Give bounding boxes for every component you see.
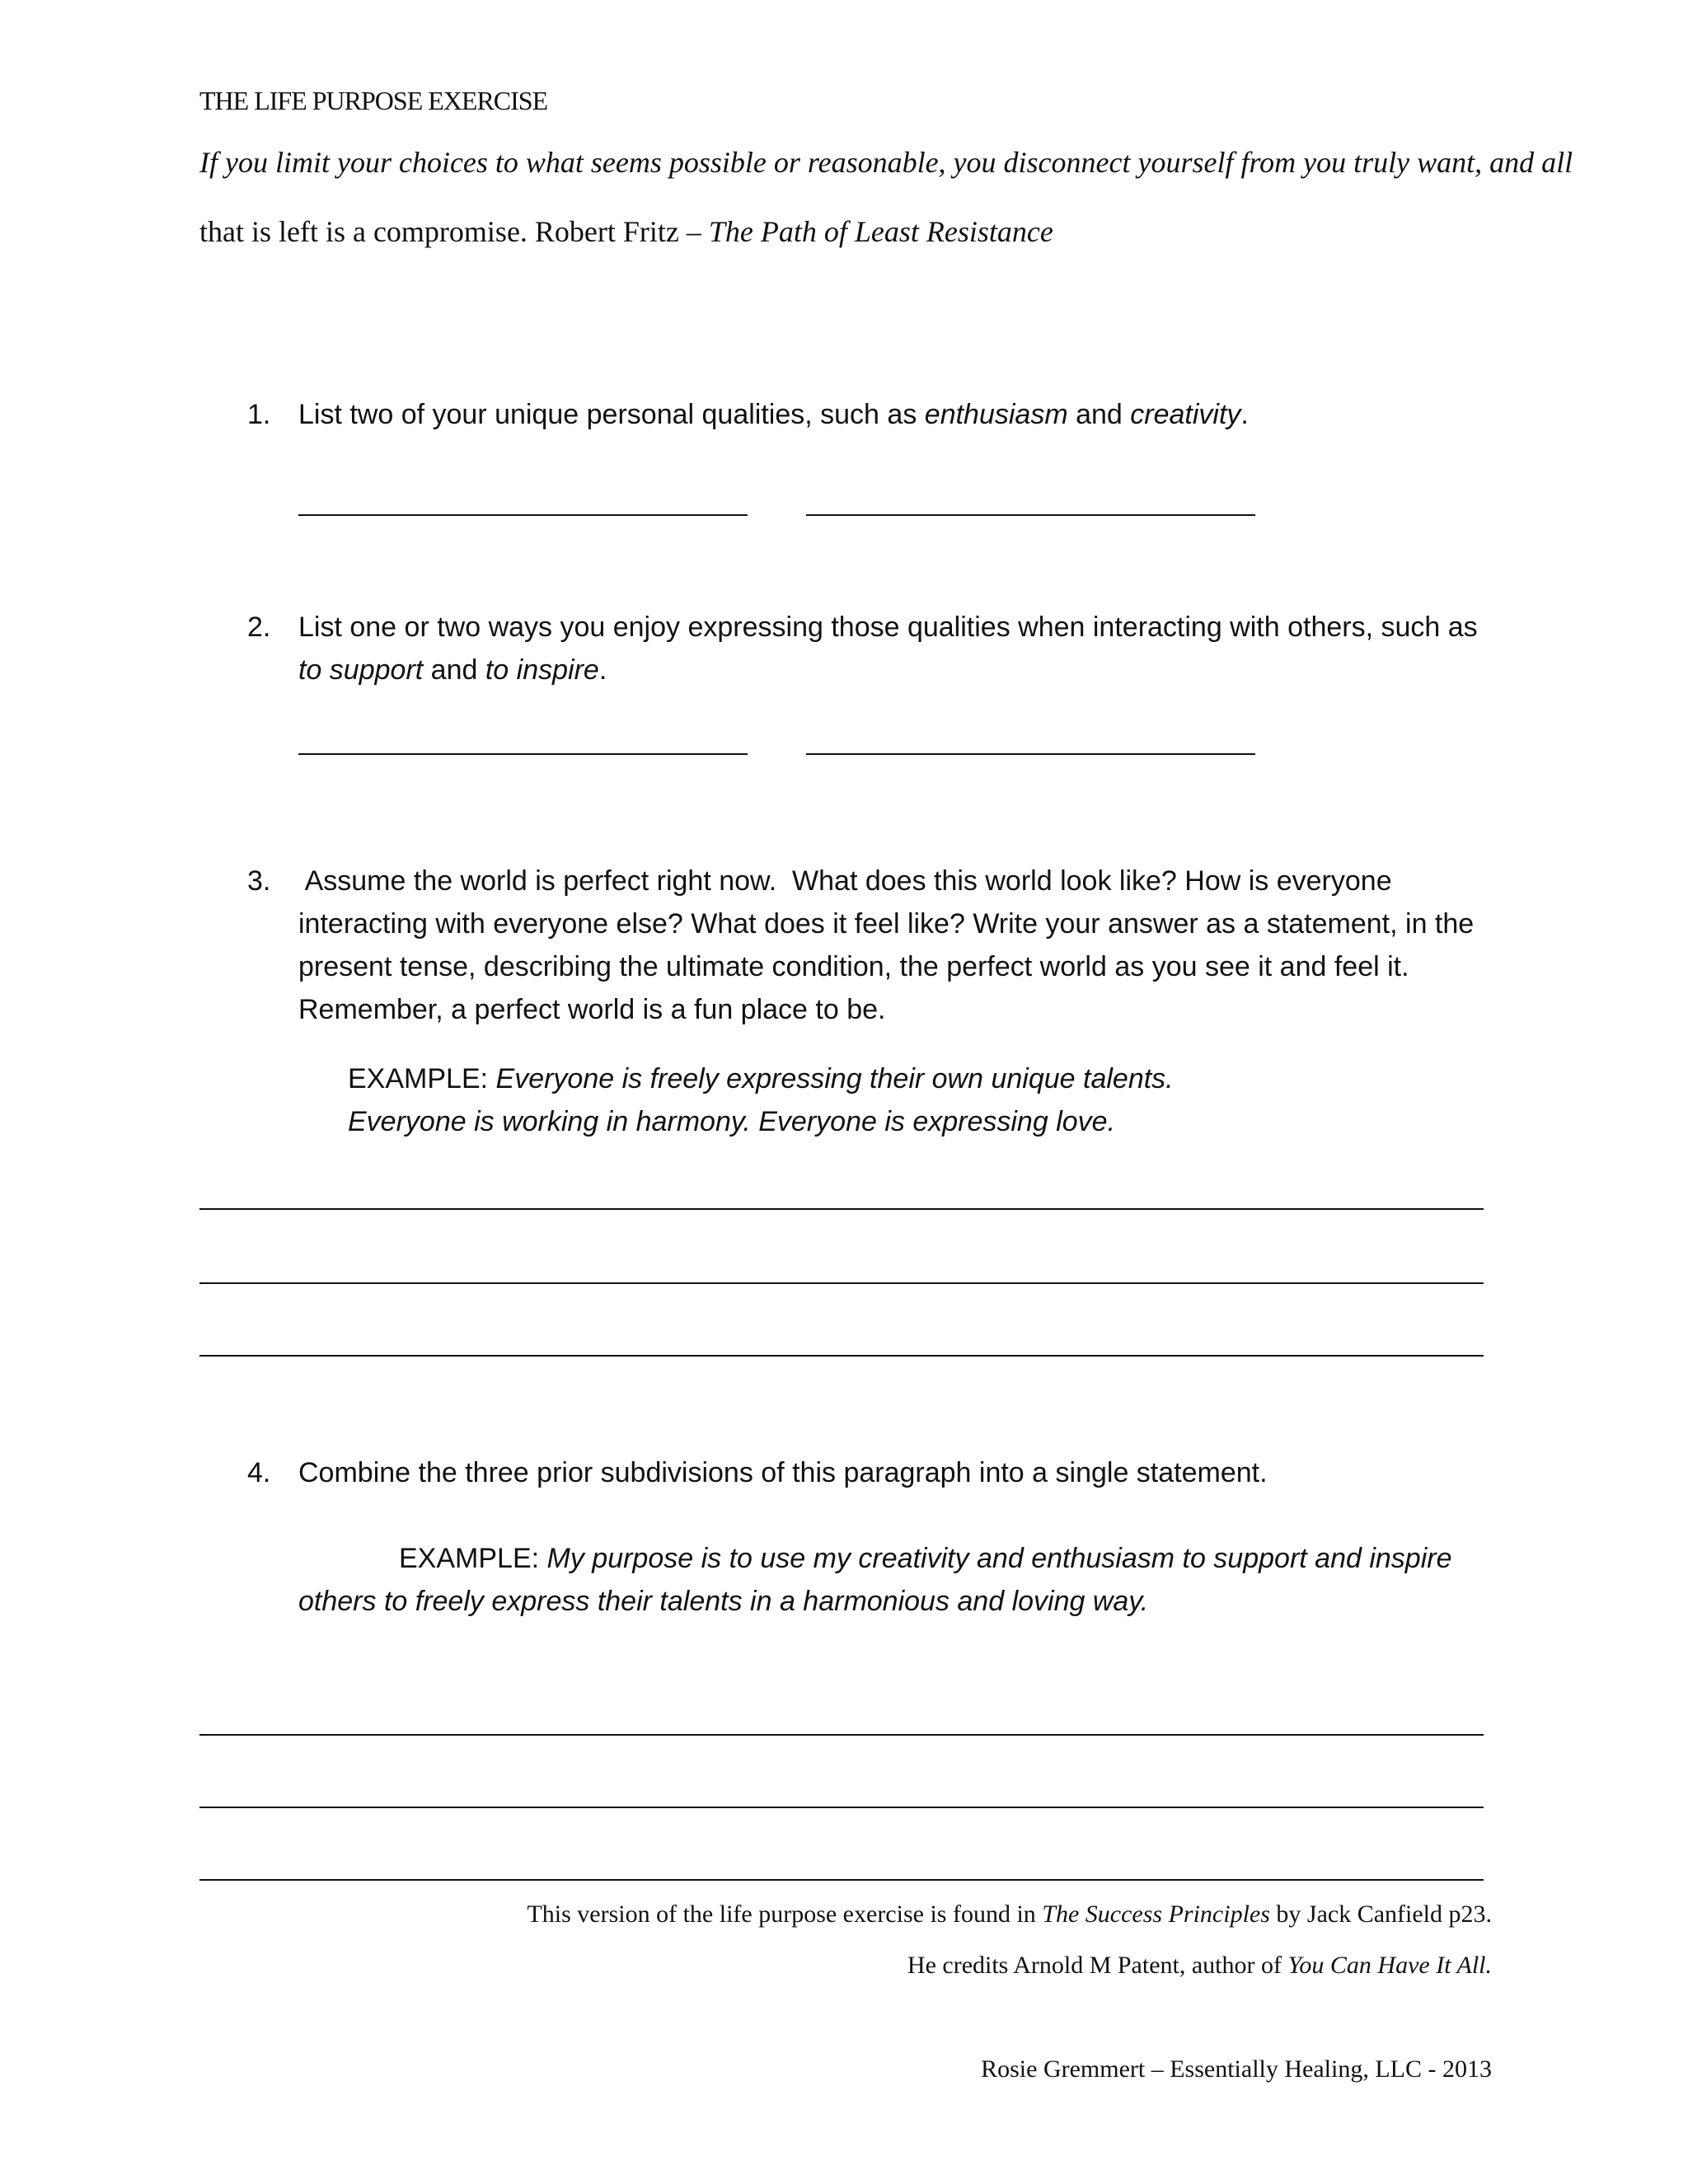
- item-4-example-line-2: others to freely express their talents in a harmonious and loving way.: [298, 1586, 1149, 1617]
- quote-line-2: [199, 214, 1053, 249]
- item-1-after: .: [1240, 399, 1249, 430]
- item-3-line-1: Assume the world is perfect right now. What does this world look like? How is everyone: [298, 865, 1392, 897]
- item-1-example-2: creativity: [1130, 399, 1241, 430]
- item-1-number: 1.: [247, 399, 271, 430]
- item-3-example-text-1: Everyone is freely expressing their own unique talents.: [495, 1063, 1174, 1094]
- item-2-number: 2.: [247, 612, 271, 643]
- item-3-line-2: interacting with everyone else? What does it feel like? Write your answer as a statement, in the: [298, 908, 1475, 940]
- quote-line-1: If you limit your choices to what seems possible or reasonable, you disconnect yourself from you truly want, and all: [199, 146, 1573, 179]
- item-4-answer-line-3[interactable]: [199, 1879, 1484, 1881]
- item-1-text: [298, 399, 1249, 431]
- item-3-example-line-2: Everyone is working in harmony. Everyone is expressing love.: [348, 1106, 1116, 1137]
- item-3-line-4: Remember, a perfect world is a fun place to be.: [298, 994, 886, 1025]
- quote-attribution: that is left is a compromise. Robert Fritz –: [199, 215, 709, 248]
- credit-line-1-text: This version of the life purpose exercise is found in: [527, 1900, 1043, 1928]
- item-3-line-3: present tense, describing the ultimate condition, the perfect world as you see it and feel it.: [298, 951, 1409, 982]
- item-2-example-2: to inspire: [485, 654, 599, 686]
- item-4-answer-line-1[interactable]: [199, 1734, 1484, 1736]
- credit-line-1: [527, 1900, 1492, 1929]
- item-3-answer-line-2[interactable]: [199, 1282, 1484, 1284]
- item-3-example-label: EXAMPLE:: [348, 1063, 496, 1094]
- item-2-mid: and: [423, 654, 485, 686]
- item-4-example-text-1: My purpose is to use my creativity and enthusiasm to support and inspire: [546, 1543, 1452, 1574]
- item-1-answer-blank-2[interactable]: [806, 514, 1255, 516]
- credit-line-2-text: He credits Arnold M Patent, author of: [907, 1952, 1288, 1979]
- credit-line-1-after: by Jack Canfield p23.: [1269, 1900, 1492, 1928]
- credit-book-title-2: You Can Have It All.: [1287, 1952, 1492, 1979]
- item-1-answer-blank-1[interactable]: [298, 514, 748, 516]
- item-3-answer-line-1[interactable]: [199, 1208, 1484, 1210]
- quote-book-title: The Path of Least Resistance: [708, 215, 1053, 248]
- item-2-answer-blank-1[interactable]: [298, 753, 748, 755]
- item-2-after: .: [598, 654, 607, 686]
- item-1-mid: and: [1067, 399, 1131, 430]
- item-2-line-1: List one or two ways you enjoy expressing those qualities when interacting with others, such as: [298, 612, 1478, 643]
- page-title: THE LIFE PURPOSE EXERCISE: [199, 86, 548, 115]
- item-4-example-label: EXAMPLE:: [399, 1543, 547, 1574]
- item-3-answer-line-3[interactable]: [199, 1355, 1484, 1357]
- item-3-example-line-1: [348, 1063, 1174, 1095]
- footer-copyright: Rosie Gremmert – Essentially Healing, LLC - 2013: [981, 2055, 1492, 2083]
- item-1-text-before: List two of your unique personal qualities, such as: [298, 399, 925, 430]
- credit-book-title-1: The Success Principles: [1042, 1900, 1270, 1928]
- credit-line-2: [907, 1952, 1492, 1980]
- item-2-example-1: to support: [298, 654, 424, 686]
- item-4-text: Combine the three prior subdivisions of this paragraph into a single statement.: [298, 1457, 1268, 1488]
- item-4-answer-line-2[interactable]: [199, 1807, 1484, 1808]
- item-2-answer-blank-2[interactable]: [806, 753, 1255, 755]
- item-4-number: 4.: [247, 1457, 271, 1488]
- item-3-number: 3.: [247, 865, 271, 897]
- item-4-example-line-1: [399, 1543, 1452, 1575]
- item-2-line-2: [298, 654, 607, 687]
- item-1-example-1: enthusiasm: [924, 399, 1068, 430]
